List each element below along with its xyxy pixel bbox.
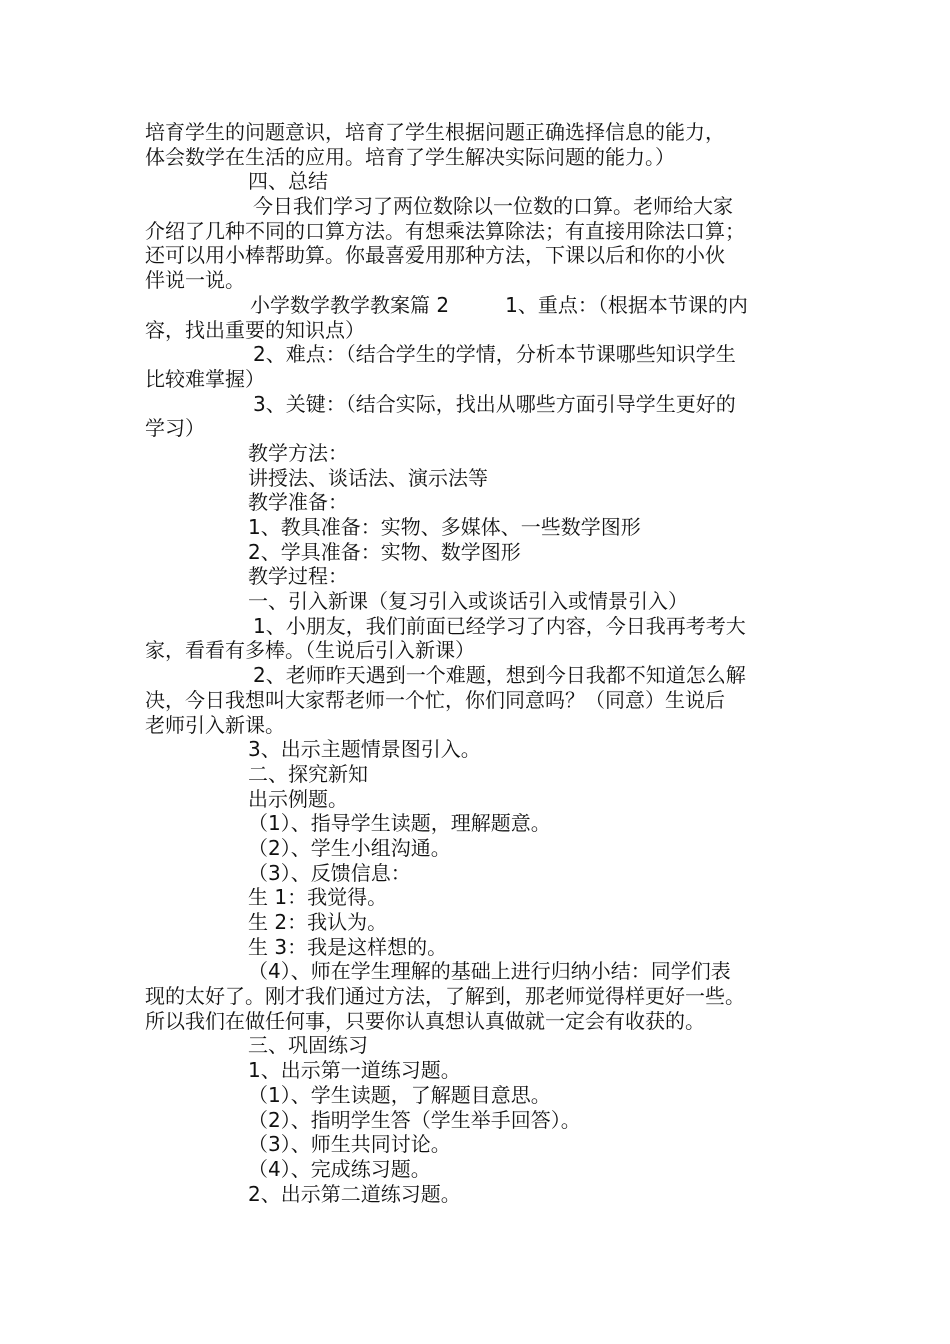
line-text: 2、老师昨天遇到一个难题，想到今日我都不知道怎么解 (253, 663, 746, 688)
section-title-line (145, 293, 825, 318)
text-line (145, 1083, 825, 1108)
text-line (145, 268, 825, 293)
text-line (145, 145, 825, 170)
text-line (145, 737, 825, 762)
text-line (145, 787, 825, 812)
line-text: 老师引入新课。 (145, 712, 285, 737)
line-text: 教学过程： (248, 564, 348, 589)
line-text: 四、总结 (248, 169, 328, 194)
line-text: 1、小朋友，我们前面已经学习了内容，今日我再考考大 (253, 613, 746, 638)
text-line (145, 540, 825, 565)
line-text: 决，今日我想叫大家帮老师一个忙，你们同意吗？（同意）生说后 (145, 687, 725, 712)
text-line (145, 367, 825, 392)
text-line (145, 663, 825, 688)
line-text: 1、出示第一道练习题。 (248, 1058, 461, 1083)
line-text: 介绍了几种不同的口算方法。有想乘法算除法；有直接用除法口算； (145, 218, 745, 243)
text-line (145, 564, 825, 589)
text-line (145, 219, 825, 244)
line-text: 培育学生的问题意识，培育了学生根据问题正确选择信息的能力， (145, 120, 725, 144)
text-line (145, 169, 825, 194)
line-text: 2、出示第二道练习题。 (248, 1181, 461, 1206)
text-line (145, 342, 825, 367)
line-text: 所以我们在做任何事，只要你认真想认真做就一定会有收获的。 (145, 1008, 705, 1033)
line-text: 出示例题。 (248, 786, 348, 811)
text-line (145, 614, 825, 639)
text-line (145, 811, 825, 836)
line-text: 今日我们学习了两位数除以一位数的口算。老师给大家 (253, 194, 733, 219)
text-line (145, 959, 825, 984)
line-text: （1）、学生读题，了解题目意思。 (248, 1082, 551, 1107)
text-line (145, 713, 825, 738)
line-text: 三、巩固练习 (248, 1033, 368, 1058)
text-line (145, 1132, 825, 1157)
text-line (145, 318, 825, 343)
line-text: 讲授法、谈话法、演示法等 (248, 465, 488, 490)
line-text: 2、学具准备：实物、数学图形 (248, 539, 521, 564)
line-text: 教学准备： (248, 490, 348, 515)
line-text: （4）、完成练习题。 (248, 1156, 431, 1181)
text-line (145, 1033, 825, 1058)
text-line (145, 515, 825, 540)
line-text: 比较难掌握） (145, 366, 265, 391)
text-line (145, 885, 825, 910)
line-text: 生 3：我是这样想的。 (248, 934, 448, 959)
line-text: 教学方法： (248, 440, 348, 465)
line-text-continued: 1、重点：（根据本节课的内 (505, 292, 748, 317)
line-text: 容，找出重要的知识点） (145, 317, 365, 342)
text-line (145, 120, 825, 145)
text-line (145, 1157, 825, 1182)
line-text: （1）、指导学生读题，理解题意。 (248, 811, 551, 836)
text-line (145, 490, 825, 515)
line-text: 3、关键：（结合实际，找出从哪些方面引导学生更好的 (253, 391, 736, 416)
line-text: 伴说一说。 (145, 268, 245, 293)
line-text: 生 1：我觉得。 (248, 885, 388, 910)
text-line (145, 392, 825, 417)
text-line (145, 194, 825, 219)
line-text: 还可以用小棒帮助算。你最喜爱用那种方法，下课以后和你的小伙 (145, 243, 725, 268)
line-text: 2、难点：（结合学生的学情，分析本节课哪些知识学生 (253, 342, 736, 367)
line-text: （2）、学生小组沟通。 (248, 835, 451, 860)
line-text: 一、引入新课（复习引入或谈话引入或情景引入） (248, 589, 688, 614)
text-line (145, 1009, 825, 1034)
line-text: 1、教具准备：实物、多媒体、一些数学图形 (248, 515, 641, 539)
text-line (145, 935, 825, 960)
text-line (145, 984, 825, 1009)
text-line (145, 1058, 825, 1083)
line-text: 生 2：我认为。 (248, 910, 388, 934)
line-text: （4）、师在学生理解的基础上进行归纳小结：同学们表 (248, 959, 731, 984)
line-text: 体会数学在生活的应用。培育了学生解决实际问题的能力。） (145, 144, 675, 169)
line-text: 现的太好了。刚才我们通过方法，了解到，那老师觉得样更好一些。 (145, 984, 745, 1009)
line-text: （3）、师生共同讨论。 (248, 1132, 451, 1157)
text-line (145, 861, 825, 886)
text-line (145, 638, 825, 663)
text-line (145, 1108, 825, 1133)
text-line (145, 1182, 825, 1207)
line-text: 学习） (145, 416, 205, 441)
line-text: 二、探究新知 (248, 761, 368, 786)
text-line (145, 466, 825, 491)
text-line (145, 762, 825, 787)
line-text: （3）、反馈信息： (248, 860, 411, 885)
line-text: 家，看看有多棒。（生说后引入新课） (145, 638, 475, 663)
text-line (145, 243, 825, 268)
text-line (145, 589, 825, 614)
document-body (145, 120, 825, 1206)
text-line (145, 836, 825, 861)
text-line (145, 688, 825, 713)
text-line (145, 441, 825, 466)
text-line (145, 416, 825, 441)
line-text: （2）、指明学生答（学生举手回答）。 (248, 1107, 581, 1132)
line-text: 3、出示主题情景图引入。 (248, 737, 481, 762)
text-line (145, 910, 825, 935)
line-text: 小学数学教学教案篇 2 (250, 292, 450, 317)
